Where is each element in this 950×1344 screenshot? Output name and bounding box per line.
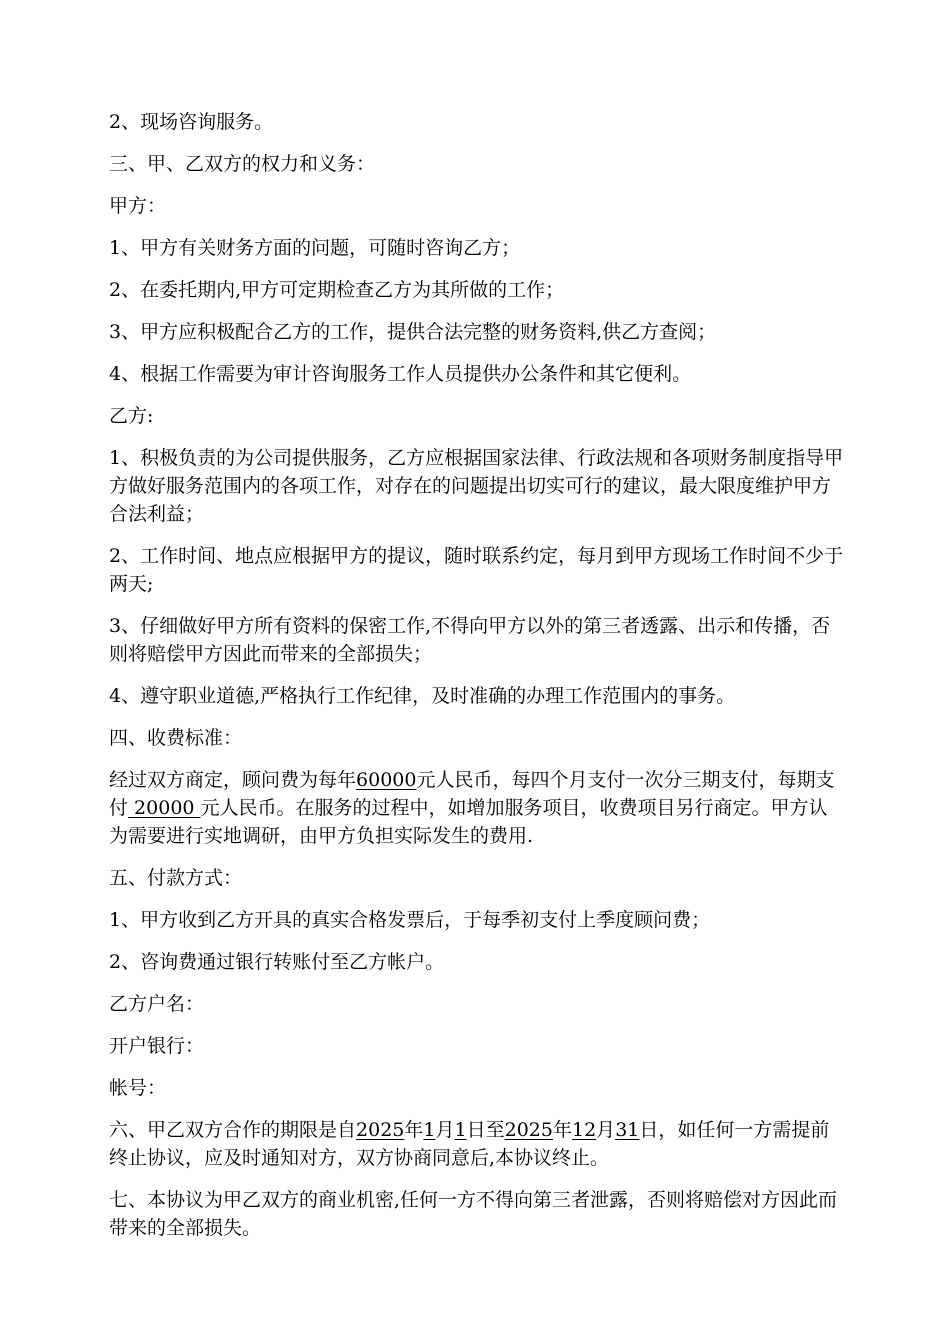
end-day-value: 31: [615, 1119, 640, 1141]
term-text-5: 年: [552, 1119, 572, 1141]
term-text-4: 日至: [466, 1119, 505, 1141]
party-a-label: 甲方：: [109, 195, 167, 217]
end-year-value: 2025: [504, 1119, 553, 1141]
section-heading-payment: 五、付款方式：: [109, 867, 243, 889]
party-b-clause-2: 2、工作时间、地点应根据甲方的提议，随时联系约定，每月到甲方现场工作时间不少于两天;: [109, 545, 844, 595]
term-text-7: 日，如任何一方需提前终止协议，应及时通知对方，双方协商同意后,本协议终止。: [109, 1119, 830, 1169]
confidentiality-clause: 七、本协议为甲乙双方的商业机密,任何一方不得向第三者泄露，否则将赔偿对方因此而带来的全部损失。: [109, 1189, 838, 1239]
fee-text-3: 元人民币。在服务的过程中，如增加服务项目，收费项目另行商定。甲方认为需要进行实地调研，由甲方负担实际发生的费用.: [109, 797, 828, 847]
party-a-clause-1: 1、甲方有关财务方面的问题，可随时咨询乙方；: [109, 237, 521, 259]
bank-label: 开户银行：: [109, 1035, 205, 1057]
term-text-6: 月: [596, 1119, 616, 1141]
party-a-clause-4: 4、根据工作需要为审计咨询服务工作人员提供办公条件和其它便利。: [109, 363, 692, 385]
term-text-3: 月: [435, 1119, 455, 1141]
party-b-clause-1: 1、积极负责的为公司提供服务，乙方应根据国家法律、行政法规和各项财务制度指导甲方做好服务范围内的各项工作，对存在的问题提出切实可行的建议，最大限度维护甲方合法利益；: [109, 447, 844, 525]
end-month-value: 12: [571, 1119, 597, 1141]
term-text-1: 六、甲乙双方合作的期限是自: [109, 1119, 357, 1141]
term-text-2: 年: [404, 1119, 424, 1141]
section-heading-fees: 四、收费标准：: [109, 727, 243, 749]
document-page: [109, 108, 844, 1256]
party-b-clause-3: 3、仔细做好甲方所有资料的保密工作,不得向甲方以外的第三者透露、出示和传播，否则将赔偿甲方因此而带来的全部损失；: [109, 615, 831, 665]
term-clause: [109, 1116, 844, 1172]
party-b-clause-4: 4、遵守职业道德,严格执行工作纪律，及时准确的办理工作范围内的事务。: [109, 685, 736, 707]
section-heading-rights-obligations: 三、甲、乙双方的权力和义务：: [109, 153, 376, 175]
clause-onsite-consulting: 2、现场咨询服务。: [109, 111, 274, 133]
fee-text-1: 经过双方商定，顾问费为每年: [109, 769, 357, 791]
account-name-label: 乙方户名：: [109, 993, 205, 1015]
start-year-value: 2025: [356, 1119, 405, 1141]
party-a-clause-3: 3、甲方应积极配合乙方的工作，提供合法完整的财务资料,供乙方查阅；: [109, 321, 717, 343]
party-b-label: 乙方:: [109, 405, 154, 427]
installment-fee-value: 20000: [128, 797, 201, 819]
annual-fee-value: 60000: [356, 769, 417, 791]
start-day-value: 1: [454, 1119, 467, 1141]
fee-clause: [109, 766, 844, 850]
account-number-label: 帐号：: [109, 1077, 167, 1099]
payment-clause-1: 1、甲方收到乙方开具的真实合格发票后，于每季初支付上季度顾问费；: [109, 909, 711, 931]
payment-clause-2: 2、咨询费通过银行转账付至乙方帐户。: [109, 951, 445, 973]
party-a-clause-2: 2、在委托期内,甲方可定期检查乙方为其所做的工作；: [109, 279, 565, 301]
start-month-value: 1: [423, 1119, 436, 1141]
fee-text-2: 元人民币，每四个月支付一次分三期支付，每期支付: [109, 769, 835, 819]
